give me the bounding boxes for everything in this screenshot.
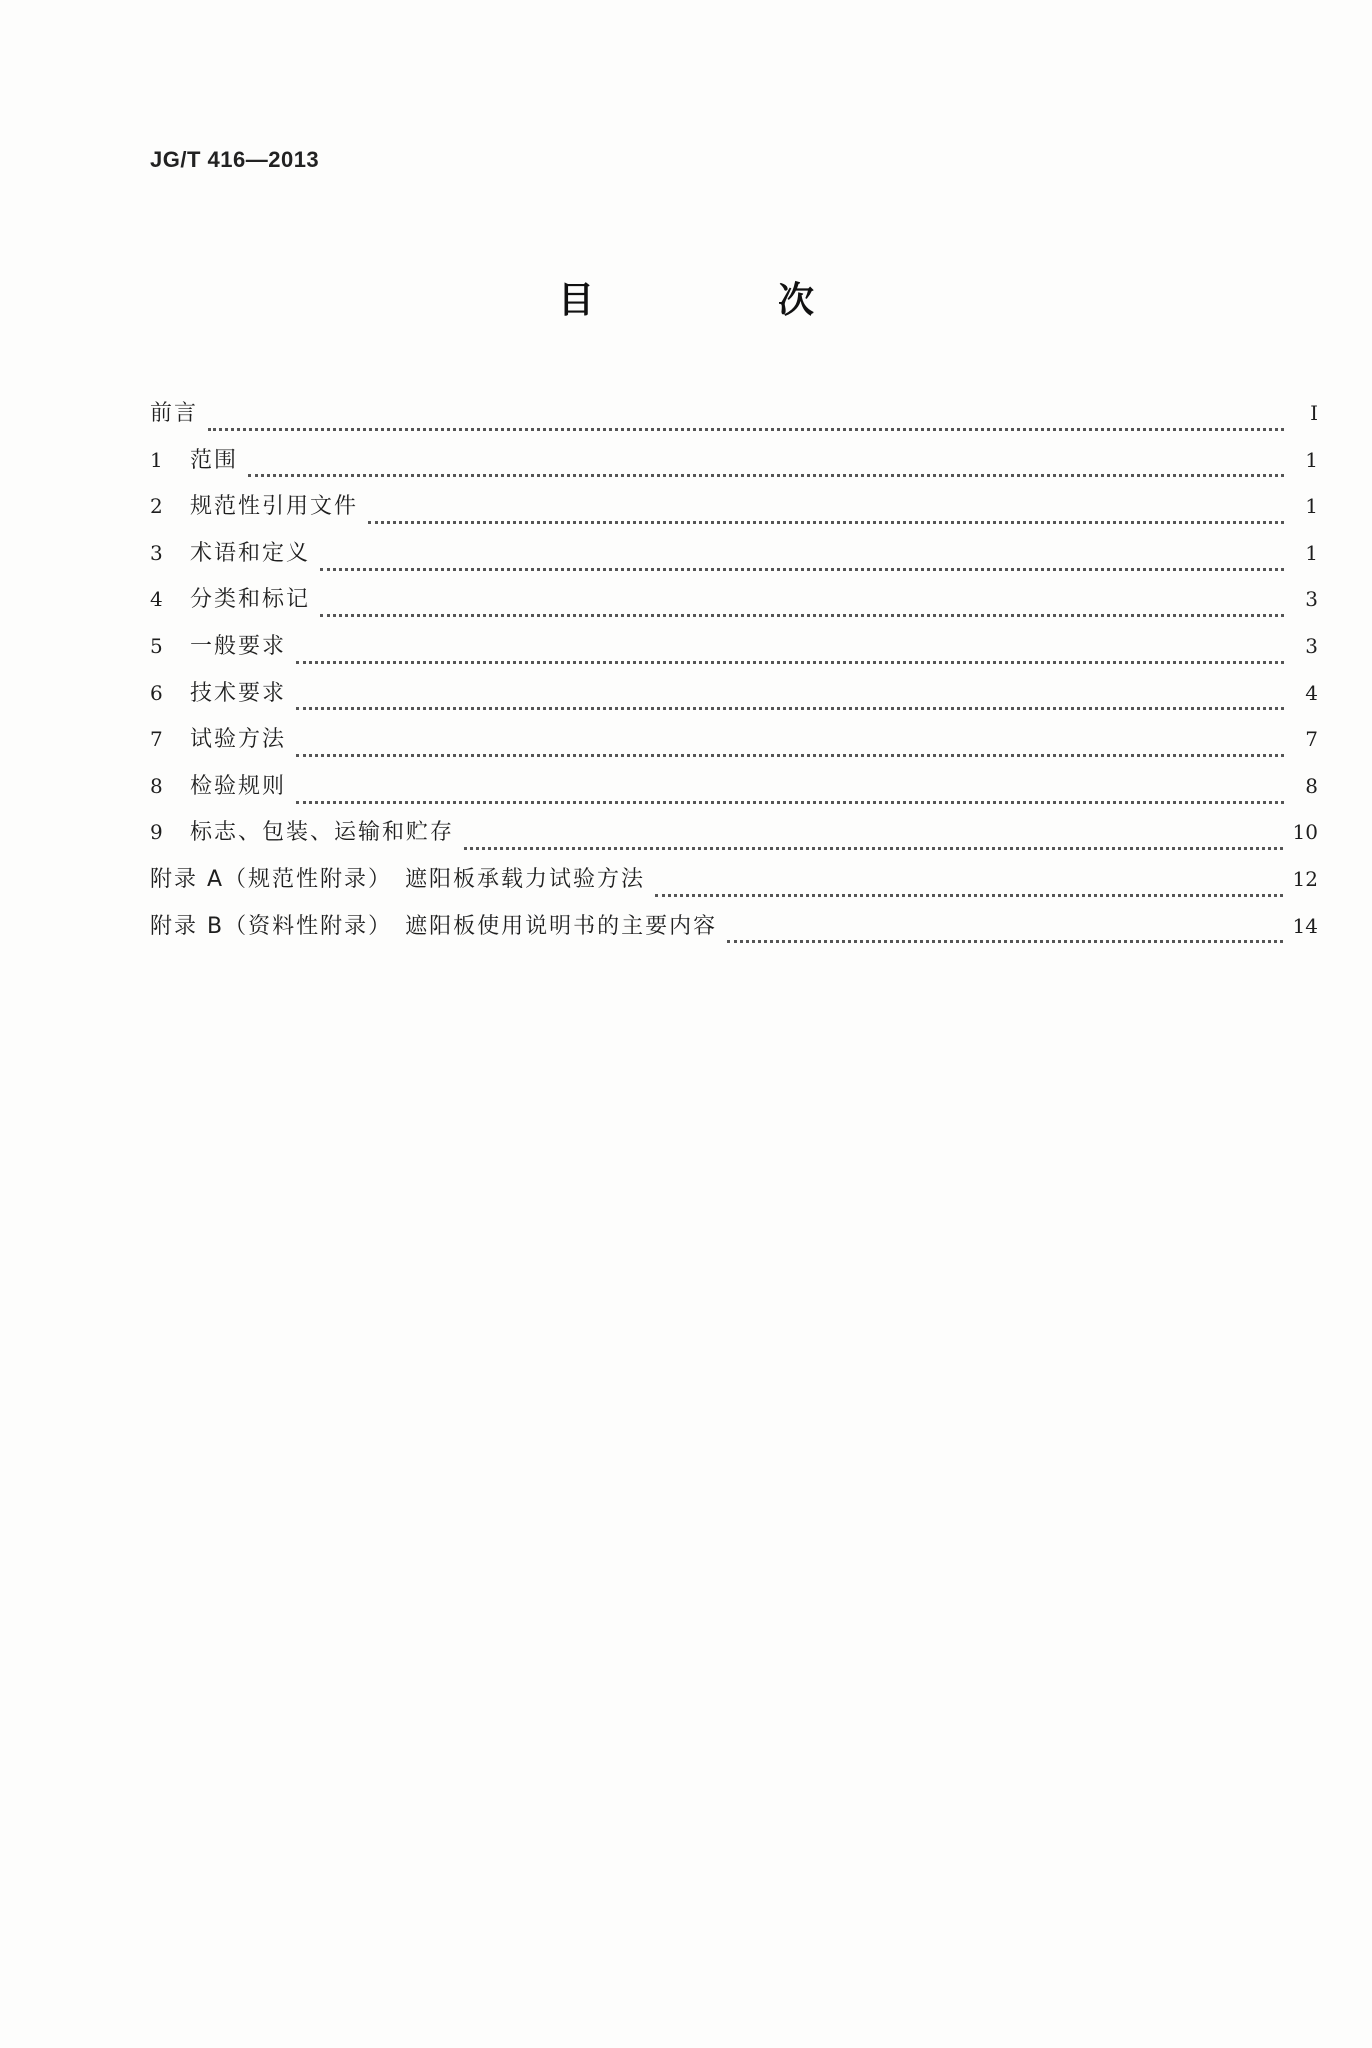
toc-entry-page: 14 [1292,913,1318,938]
toc-leader-dots [296,732,1284,757]
toc-entry-label: 前言 [150,401,199,426]
toc-leader-dots [320,592,1284,617]
toc-entry-appendix-a[interactable] [150,862,1318,909]
toc-leader-dots [464,825,1283,850]
toc-entry-label: 试验方法 [190,727,287,753]
toc-entry-4[interactable] [150,582,1318,629]
toc-leader-dots [727,918,1282,943]
toc-entry-number: 5 [150,633,163,658]
toc-entry-8[interactable] [150,769,1318,816]
toc-leader-dots [655,872,1283,897]
toc-entry-label: 规范性引用文件 [190,494,359,520]
toc-entry-number: 8 [150,773,163,798]
toc-entry-page: 1 [1305,494,1318,519]
table-of-contents [150,396,1318,955]
toc-entry-page: 10 [1292,820,1318,845]
toc-leader-dots [296,639,1284,664]
toc-entry-page: 4 [1305,680,1318,705]
toc-entry-page: 1 [1305,540,1318,565]
toc-leader-dots [320,546,1284,571]
toc-entry-page: 8 [1305,773,1318,798]
standard-code: JG/T 416—2013 [150,147,320,172]
toc-leader-dots [208,406,1284,431]
toc-entry-number: 4 [150,587,163,612]
toc-entry-number: 1 [150,447,163,472]
toc-entry-number: 3 [150,540,163,565]
toc-entry-appendix-b[interactable] [150,909,1318,956]
page-title: 目 次 [557,280,888,321]
toc-entry-label: 附录 A（规范性附录） 遮阳板承载力试验方法 [150,866,646,892]
toc-entry-label: 检验规则 [190,773,287,799]
toc-entry-label: 技术要求 [190,680,287,706]
toc-entry-number: 2 [150,494,163,519]
toc-entry-7[interactable] [150,722,1318,769]
toc-entry-label: 术语和定义 [190,540,311,566]
toc-entry-2[interactable] [150,489,1318,536]
toc-entry-number: 7 [150,727,163,752]
toc-entry-page: Ⅰ [1310,401,1318,425]
toc-entry-9[interactable] [150,815,1318,862]
toc-entry-page: 7 [1305,727,1318,752]
toc-leader-dots [296,685,1284,710]
toc-entry-page: 3 [1305,587,1318,612]
toc-leader-dots [248,452,1284,477]
toc-entry-label: 一般要求 [190,633,287,659]
toc-entry-page: 12 [1292,866,1318,891]
toc-entry-5[interactable] [150,629,1318,676]
toc-entry-foreword[interactable] [150,396,1318,443]
toc-entry-1[interactable] [150,443,1318,490]
toc-leader-dots [296,779,1284,804]
toc-entry-page: 3 [1305,633,1318,658]
toc-entry-page: 1 [1305,447,1318,472]
toc-leader-dots [368,499,1284,524]
toc-entry-number: 6 [150,680,163,705]
toc-entry-label: 附录 B（资料性附录） 遮阳板使用说明书的主要内容 [150,913,718,939]
toc-entry-label: 标志、包装、运输和贮存 [190,820,455,846]
toc-entry-label: 分类和标记 [190,587,311,613]
toc-entry-label: 范围 [190,447,239,473]
toc-entry-number: 9 [150,820,163,845]
toc-entry-3[interactable] [150,536,1318,583]
toc-entry-6[interactable] [150,676,1318,723]
